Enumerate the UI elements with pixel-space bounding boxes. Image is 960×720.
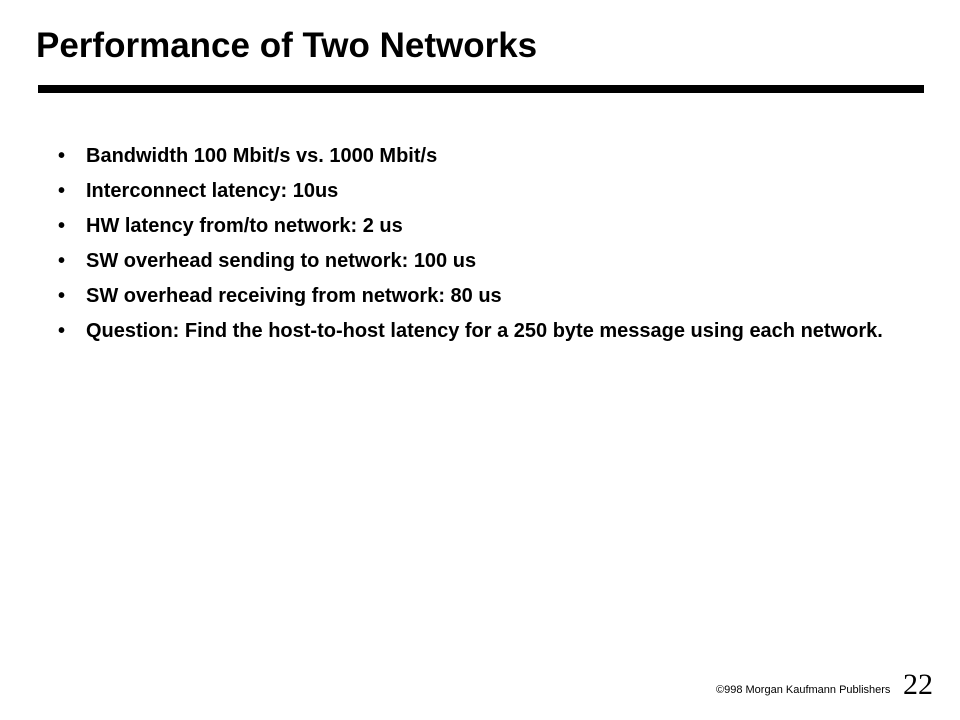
bullet-list [58, 143, 898, 353]
bullet-item [58, 248, 898, 274]
bullet-marker: • [58, 215, 66, 237]
bullet-text: Question: Find the host-to-host latency for a 250 byte message using each network. [86, 320, 883, 342]
copyright-notice: ©998 Morgan Kaufmann Publishers [716, 684, 891, 696]
bullet-text: SW overhead sending to network: 100 us [86, 250, 477, 272]
bullet-item [58, 283, 898, 309]
bullet-marker: • [58, 145, 66, 167]
bullet-item [58, 213, 898, 239]
page-number: 22 [903, 668, 933, 701]
bullet-item [58, 178, 898, 204]
bullet-item [58, 143, 898, 169]
bullet-item [58, 318, 898, 344]
slide-title: Performance of Two Networks [36, 26, 538, 65]
bullet-text: Interconnect latency: 10us [86, 180, 339, 202]
bullet-marker: • [58, 285, 66, 307]
bullet-text: SW overhead receiving from network: 80 us [86, 285, 502, 307]
bullet-marker: • [58, 180, 66, 202]
bullet-text: HW latency from/to network: 2 us [86, 215, 403, 237]
bullet-marker: • [58, 320, 66, 342]
title-divider [38, 85, 924, 93]
bullet-marker: • [58, 250, 66, 272]
bullet-text: Bandwidth 100 Mbit/s vs. 1000 Mbit/s [86, 145, 438, 167]
